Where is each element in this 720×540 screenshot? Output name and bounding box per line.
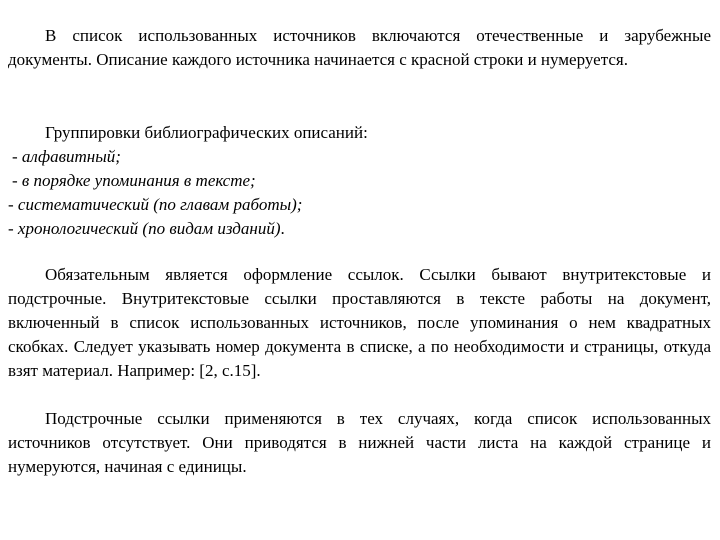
paragraph-references: Обязательным является оформление ссылок. Ссылки бывают внутритекстовые и подстрочные. Внутритекстовые ссылки проставляются в тексте работы на документ, включенный в список использованных источников, после упоминания о нем квадратных скобках. Следует указывать номер документа в списке, а по необходимости и страницы, откуда взят материал. Например: [2, с.15].	[8, 265, 711, 380]
paragraph-footnotes: Подстрочные ссылки применяются в тех случаях, когда список использованных источников отсутствует. Они приводятся в нижней части листа на каждой странице и нумеруются, начиная с единицы.	[8, 409, 711, 476]
list-dash: -	[8, 195, 18, 214]
grouping-list	[8, 145, 302, 241]
grouping-item-text: алфавитный;	[21, 147, 121, 166]
list-dash: -	[8, 219, 18, 238]
paragraph-sources-list: В список использованных источников включаются отечественные и зарубежные документы. Описание каждого источника начинается с красной строки и нумеруется.	[8, 26, 711, 69]
grouping-item-chronological	[8, 217, 302, 241]
list-dash: -	[12, 171, 22, 190]
grouping-item-text: в порядке упоминания в тексте;	[21, 171, 256, 190]
grouping-item-tail: .	[280, 219, 285, 238]
grouping-item-text: систематический (по главам работы);	[17, 195, 303, 214]
list-dash: -	[12, 147, 22, 166]
grouping-title: Группировки библиографических описаний:	[45, 123, 368, 142]
grouping-item-systematic	[8, 193, 302, 217]
grouping-item-alphabetical	[8, 145, 302, 169]
grouping-item-mention-order	[8, 169, 302, 193]
grouping-item-text: хронологический (по видам изданий)	[17, 219, 281, 238]
